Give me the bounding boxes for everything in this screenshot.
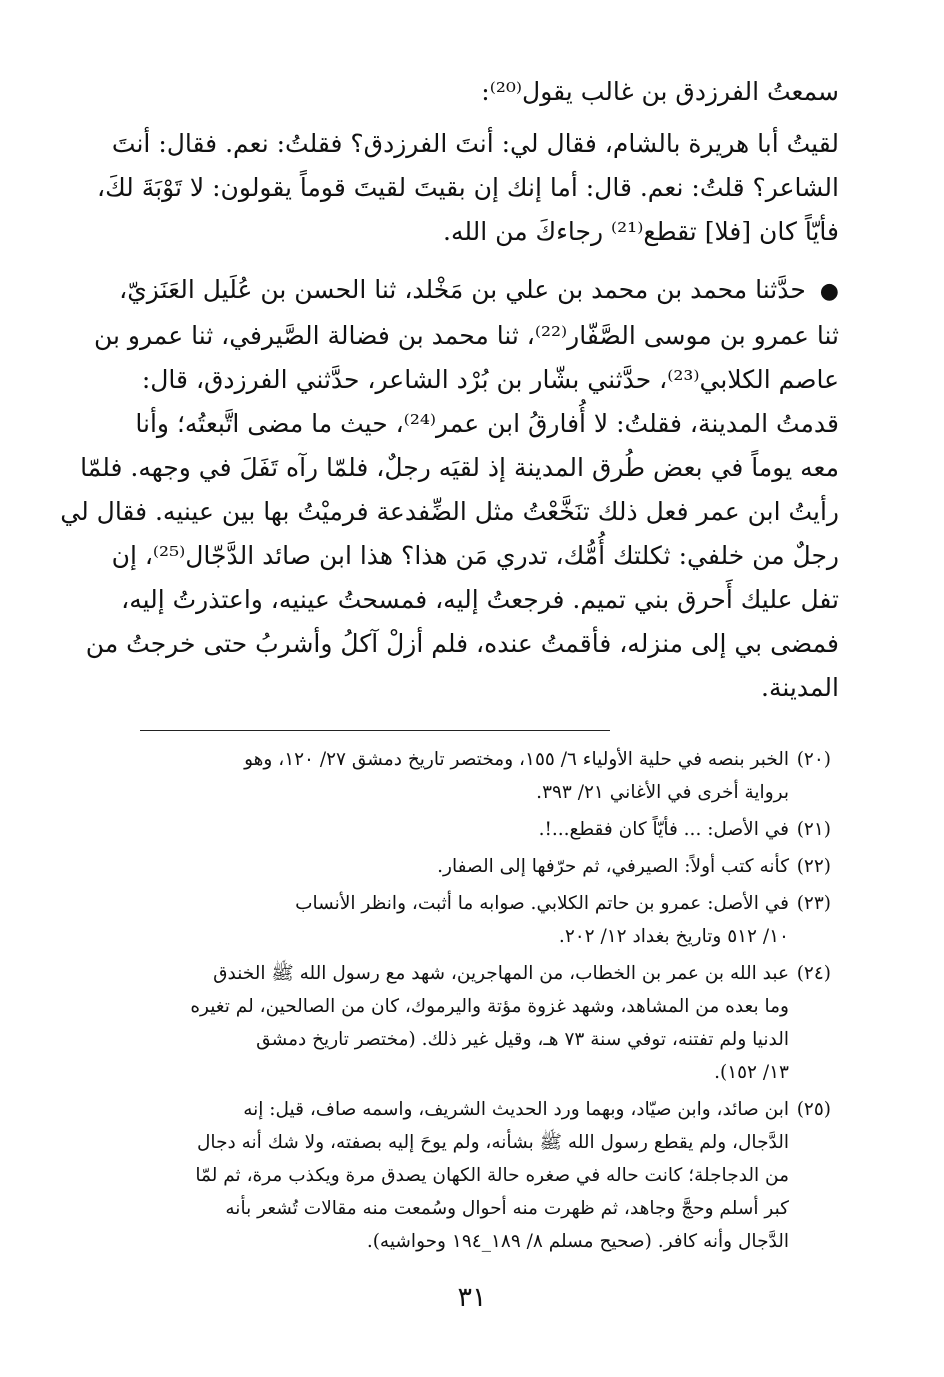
footnote-number: (٢٢) [796,856,831,877]
footnote-text [140,850,789,883]
footnote-line: في الأصل: عمرو بن حاتم الكلابي. صوابه ما أثبت، وانظر الأنساب [295,893,789,914]
footnote-number: (٢١) [796,819,831,840]
footnote-line: ١٠/ ٥١٢ وتاريخ بغداد ١٢/ ٢٠٢. [558,926,789,947]
footnote-number: (٢٤) [796,963,831,984]
footnote-text [140,887,789,953]
footnote-line: الدَّجال، ولم يقطع رسول الله ﷺ بشأنه، ولم يوحَ إليه بصفته، ولا شك أنه دجال [196,1132,789,1153]
footnote [140,743,839,809]
text-line: المدينة. [761,673,839,702]
bullet-icon: ● [819,279,839,304]
footnote-line: الخبر بنصه في حلية الأولياء ٦/ ١٥٥، ومختصر تاريخ دمشق ٢٧/ ١٢٠، وهو [244,749,789,770]
text-line: فأيّاً كان [فلا] تقطع⁽²¹⁾ رجاءكَ من الله. [443,217,839,246]
footnote-line: كأنه كتب أولاً: الصيرفي، ثم حرّفها إلى الصفار. [437,856,789,877]
text-line [119,268,839,314]
footnote-number: (٢٠) [796,749,831,770]
footnote-text [140,743,789,809]
footnotes [140,743,839,1258]
footnote-number: (٢٣) [796,893,831,914]
footnote-text [140,957,789,1089]
paragraph-abu-hurayra [97,122,839,254]
footnote-line: الدَّجال وأنه كافر. (صحيح مسلم ٨/ ١٨٩_١٩٤ وحواشيه). [366,1231,789,1252]
text-line: فمضى بي إلى منزله، فأقمتُ عنده، فلم أزلْ آكلُ وأشربُ حتى خرجتُ من [85,629,839,658]
text-line: معه يوماً في بعض طُرق المدينة إذ لقيَه رجلٌ، فلمّا رآه تَفَلَ في وجهه. فلمّا [80,453,839,482]
footnote-text [140,813,789,846]
footnote-line: عبد الله بن عمر بن الخطاب، من المهاجرين، شهد مع رسول الله ﷺ الخندق [213,963,789,984]
footnote-number: (٢٥) [796,1099,831,1120]
text-line: لقيتُ أبا هريرة بالشام، فقال لي: أنتَ الفرزدق؟ فقلتُ: نعم. فقال: أنتَ [111,129,839,158]
text-line: عاصم الكلابي⁽²³⁾، حدَّثني بشّار بن بُرْد الشاعر، حدَّثني الفرزدق، قال: [141,365,839,394]
narration-heading: سمعتُ الفرزدق بن غالب يقول⁽²⁰⁾: [481,77,839,106]
page-number: ٣١ [457,1282,487,1313]
text-line: الشاعر؟ قلتُ: نعم. قال: أما إنك إن بقيتَ لقيتَ قوماً يقولون: لا تَوْبَةَ لكَ، [97,173,839,202]
footnote [140,957,839,1089]
footnote [140,850,839,883]
text-line: قدمتُ المدينة، فقلتُ: لا أُفارقُ ابن عمر⁽²⁴⁾، حيث ما مضى اتَّبعتُه؛ وأنا [135,409,839,438]
footnote-line: في الأصل: ... فأيّاً كان فقطع...!. [538,819,789,840]
text-line: رأيتُ ابن عمر فعل ذلك تنَخَّعْتُ مثل الضِّفدعة فرميْتُ بها بين عينيه. فقال لي [60,497,839,526]
footnote [140,813,839,846]
paragraph-ibn-umar [60,402,839,710]
footnote-line: ابن صائد، وابن صيّاد، وبهما ورد الحديث الشريف، واسمه صاف، قيل: إنه [243,1099,789,1120]
paragraph-isnad [93,268,839,402]
text-line: ثنا عمرو بن موسى الصَّفّار⁽²²⁾، ثنا محمد بن فضالة الصَّيرفي، ثنا عمرو بن [93,321,839,350]
footnote-divider [140,730,610,731]
footnote-line: من الدجاجلة؛ كانت حاله في صغره حالة الكهان يصدق مرة ويكذب مرة، ثم لمّا [195,1165,789,1186]
text-line: رجلٌ من خلفي: ثكلتك أُمُّك، تدري مَن هذا؟ هذا ابن صائد الدَّجّال⁽²⁵⁾، إن [111,541,839,570]
text-line: تفل عليك أَحرق بني تميم. فرجعتُ إليه، فمسحتُ عينيه، واعتذرتُ إليه، [121,585,839,614]
footnote-line: الدنيا ولم تفتنه، توفي سنة ٧٣ هـ، وقيل غير ذلك. (مختصر تاريخ دمشق [256,1029,789,1050]
footnote [140,1093,839,1258]
main-text [60,70,839,710]
footnote-line: وما بعده من المشاهد، وشهد غزوة مؤتة واليرموك، كان من الصالحين، لم تغيره [190,996,789,1017]
footnote-line: ١٣/ ١٥٢). [714,1062,789,1083]
footnote-line: كبر أسلم وحجَّ وجاهد، ثم ظهرت منه أحوال وسُمعت منه مقالات تُشعر بأنه [225,1198,789,1219]
text-line-content: حدَّثنا محمد بن محمد بن علي بن مَخْلد، ثنا الحسن بن عُلَيل العَنَزيّ، [119,275,806,304]
footnote-line: برواية أخرى في الأغاني ٢١/ ٣٩٣. [536,782,789,803]
footnote-text [140,1093,789,1258]
footnote [140,887,839,953]
